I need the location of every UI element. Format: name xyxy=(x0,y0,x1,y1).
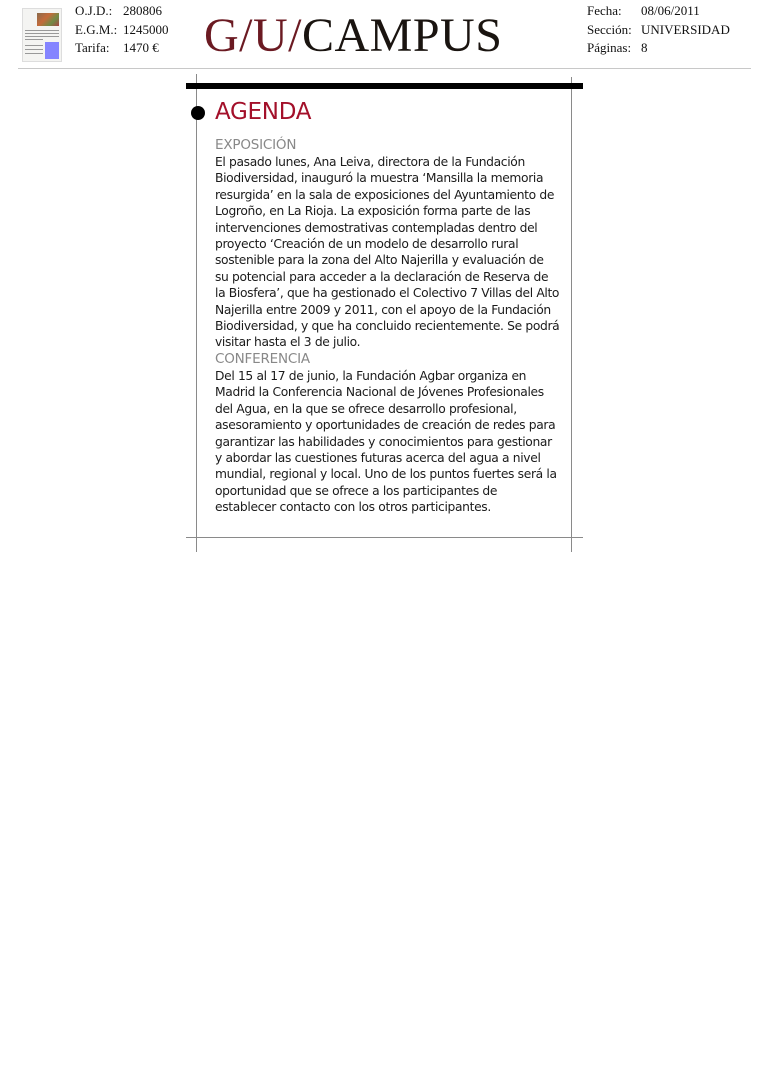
meta-value: 8 xyxy=(641,40,648,55)
right-metadata xyxy=(587,2,730,58)
item-body-exposicion: El pasado lunes, Ana Leiva, directora de la Fundación Biodiversidad, inauguró la muestra ‘Mansilla la memoria resurgida’ en la sala de exposiciones del Ayuntamiento de Logroño, en La Rioja. La exposición forma parte de las intervenciones demostrativas contempladas dentro del proyecto ‘Creación de un modelo de desarrollo rural sostenible para la zona del Alto Najerilla y evaluación de su potencial para acceder a la declaración de Reserva de la Biosfera’, que ha gestionado el Colectivo 7 Villas del Alto Najerilla entre 2009 y 2011, con el apoyo de la Fundación Biodiversidad, y que ha concluido recientemente. Se podrá visitar hasta el 3 de julio. xyxy=(215,155,560,350)
thumbnail-highlight xyxy=(45,42,59,59)
meta-paginas xyxy=(587,39,730,58)
thumbnail-text-line xyxy=(25,36,59,37)
thumbnail-text-line xyxy=(25,45,43,46)
thumbnail-text-line xyxy=(25,30,59,31)
meta-ojd xyxy=(75,2,169,21)
meta-egm xyxy=(75,21,169,40)
item-body-conferencia: Del 15 al 17 de junio, la Fundación Agbar organiza en Madrid la Conferencia Nacional de Jóvenes Profesionales del Agua, en la que se ofrece desarrollo profesional, asesoramiento y oportunidades de creación de redes para garantizar las habilidades y conocimientos para gestionar y abordar las cuestiones futuras acerca del agua a nivel mundial, regional y local. Uno de los puntos fuertes será la oportunidad que se ofrece a los participantes de establecer contacto con los otros participantes. xyxy=(215,368,557,515)
meta-tarifa xyxy=(75,39,169,58)
meta-value: 280806 xyxy=(123,3,162,18)
meta-label: O.J.D.: xyxy=(75,3,113,18)
frame-left-rule xyxy=(196,74,197,552)
meta-value: 1245000 xyxy=(123,21,169,37)
frame-right-rule xyxy=(571,77,572,552)
meta-label: E.G.M.: xyxy=(75,21,118,37)
meta-label: Fecha: xyxy=(587,3,622,18)
meta-value: UNIVERSIDAD xyxy=(641,21,730,37)
page-thumbnail-image xyxy=(22,8,62,62)
item-heading-conferencia: CONFERENCIA xyxy=(215,350,310,367)
article-body xyxy=(215,137,560,516)
frame-bottom-rule xyxy=(186,537,583,538)
meta-seccion xyxy=(587,21,730,40)
thumbnail-text-line xyxy=(25,33,59,34)
publication-logo xyxy=(204,10,502,62)
thumbnail-text-line xyxy=(25,49,43,50)
header-divider xyxy=(18,68,751,69)
meta-label: Páginas: xyxy=(587,40,632,55)
left-metadata xyxy=(75,2,169,58)
thumbnail-text-line xyxy=(25,39,43,40)
meta-value: 08/06/2011 xyxy=(641,3,700,18)
section-title: AGENDA xyxy=(215,99,312,125)
logo-gu: G/U/ xyxy=(204,9,302,62)
item-heading-exposicion: EXPOSICIÓN xyxy=(215,137,297,153)
meta-label: Sección: xyxy=(587,21,632,37)
frame-top-bar xyxy=(186,83,583,89)
logo-campus: CAMPUS xyxy=(302,9,503,62)
meta-fecha xyxy=(587,2,730,21)
thumbnail-text-line xyxy=(25,53,43,54)
meta-label: Tarifa: xyxy=(75,40,110,55)
bullet-dot-icon xyxy=(191,106,205,120)
meta-value: 1470 € xyxy=(123,40,159,55)
thumbnail-photo xyxy=(37,13,59,26)
